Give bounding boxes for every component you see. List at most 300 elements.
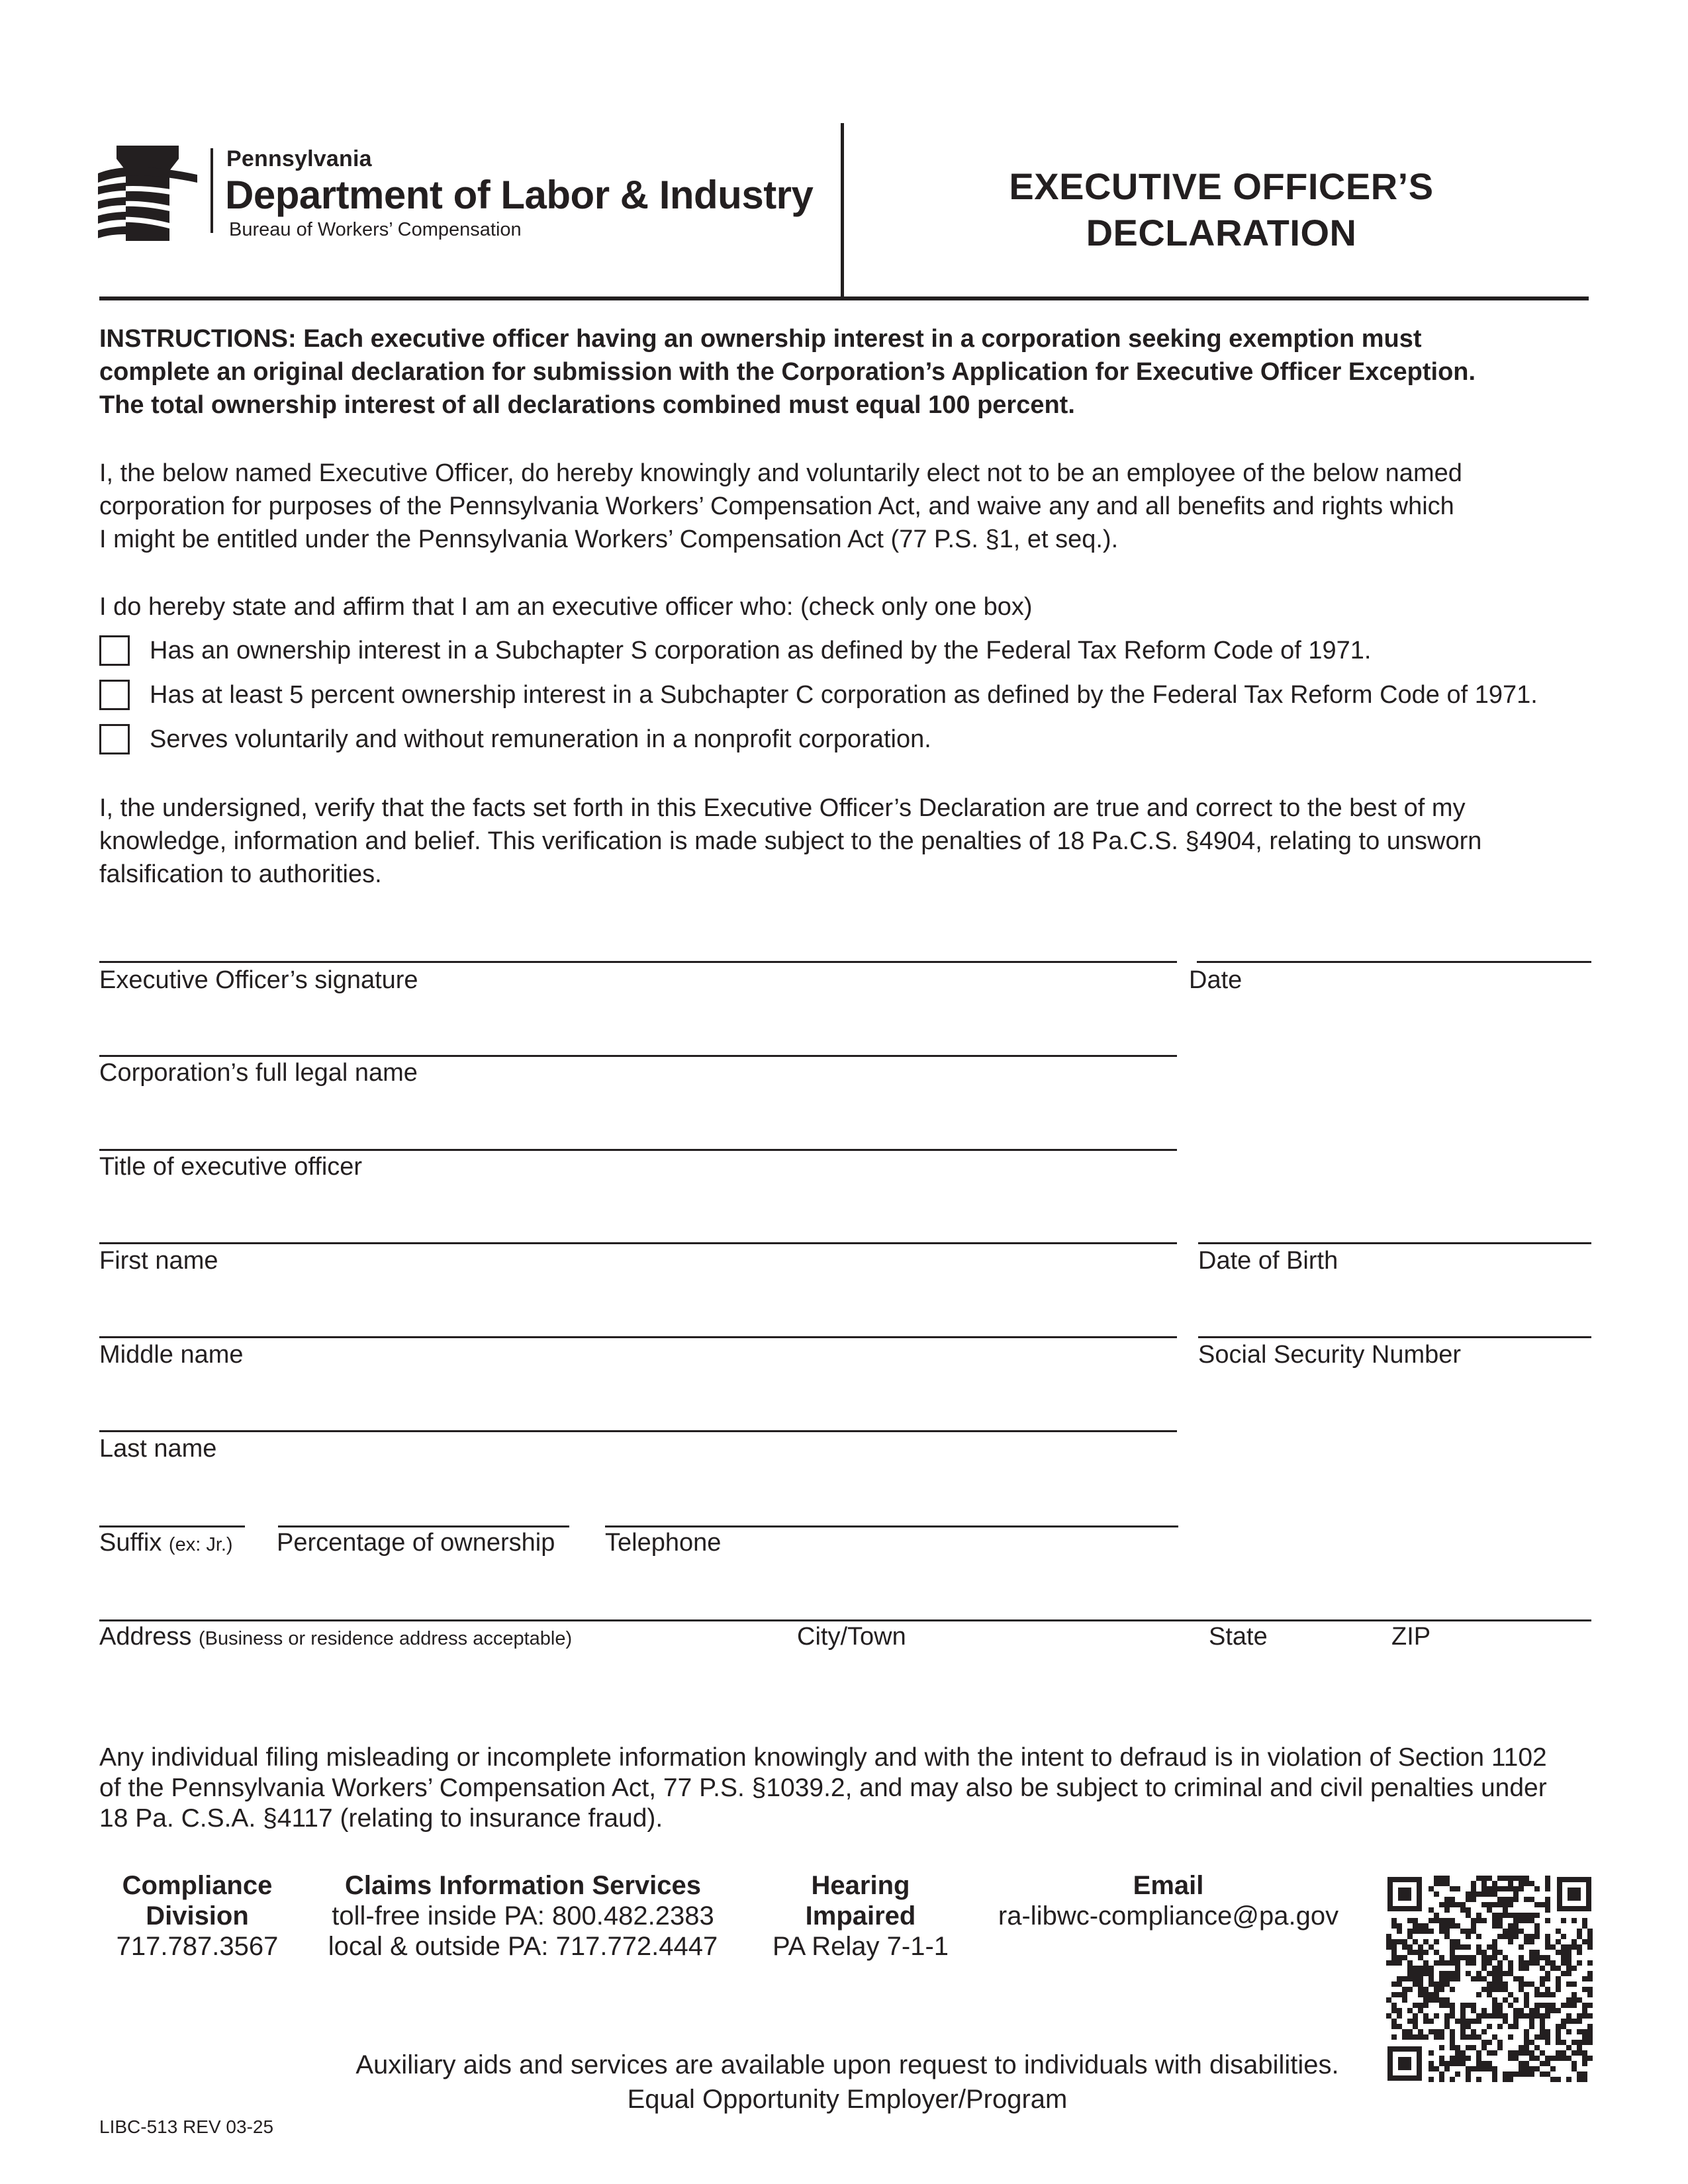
qr-module	[1497, 2008, 1503, 2013]
qr-module	[1481, 1950, 1487, 1955]
qr-module	[1556, 2008, 1561, 2013]
telephone-label: Telephone	[605, 1529, 722, 1557]
fraud-notice-line: Any individual filing misleading or incomplete information knowingly and with the intent to defraud is in violation of Section 1102	[99, 1743, 1547, 1772]
qr-module	[1439, 1918, 1444, 1923]
compliance-heading: Compliance	[122, 1871, 273, 1900]
qr-module	[1444, 2013, 1450, 2019]
qr-module	[1476, 1891, 1481, 1897]
qr-module	[1397, 2024, 1402, 2029]
qr-module	[1503, 1897, 1508, 1902]
qr-module	[1481, 1902, 1487, 1907]
qr-module	[1513, 2019, 1519, 2024]
qr-module	[1450, 2040, 1455, 2045]
qr-module	[1534, 1934, 1540, 1939]
qr-module	[1450, 1902, 1455, 1907]
qr-module	[1460, 2008, 1466, 2013]
qr-module	[1587, 1929, 1593, 1934]
qr-module	[1513, 1923, 1519, 1929]
qr-module	[1481, 2013, 1487, 2019]
qr-module	[1566, 1955, 1571, 1960]
qr-module	[1556, 1976, 1561, 1981]
qr-module	[1429, 1992, 1434, 1997]
qr-module	[1508, 1897, 1513, 1902]
qr-module	[1481, 2008, 1487, 2013]
qr-module	[1566, 2003, 1571, 2008]
qr-module	[1413, 2019, 1418, 2024]
checkbox-subchapter-s[interactable]	[99, 635, 130, 666]
qr-module	[1439, 1929, 1444, 1934]
qr-module	[1386, 1997, 1391, 2003]
qr-module	[1503, 2019, 1508, 2024]
qr-module	[1503, 1987, 1508, 1992]
qr-module	[1444, 1976, 1450, 1981]
qr-module	[1423, 2013, 1429, 2019]
verification-paragraph	[99, 792, 1595, 891]
qr-module	[1402, 1997, 1407, 2003]
qr-module	[1545, 2029, 1550, 2034]
qr-module	[1487, 1992, 1492, 1997]
qr-module	[1429, 2029, 1434, 2034]
qr-module	[1471, 1955, 1476, 1960]
qr-module	[1556, 1987, 1561, 1992]
qr-module	[1450, 1960, 1455, 1966]
qr-module	[1497, 1971, 1503, 1976]
qr-module	[1529, 1950, 1534, 1955]
qr-module	[1444, 2003, 1450, 2008]
qr-module	[1407, 2008, 1413, 2013]
qr-module	[1508, 1886, 1513, 1891]
qr-module	[1423, 2019, 1429, 2024]
qr-module	[1481, 1886, 1487, 1891]
qr-module	[1524, 2013, 1529, 2019]
qr-module	[1476, 1992, 1481, 1997]
qr-module	[1534, 1960, 1540, 1966]
qr-module	[1492, 1923, 1497, 1929]
signature-field[interactable]	[99, 961, 1177, 963]
middle-name-field[interactable]	[99, 1336, 1177, 1338]
qr-module	[1407, 1929, 1413, 1934]
qr-module	[1450, 1971, 1455, 1976]
qr-module	[1561, 2024, 1566, 2029]
qr-module	[1508, 1902, 1513, 1907]
qr-module	[1418, 1944, 1423, 1950]
qr-module	[1481, 1918, 1487, 1923]
qr-module	[1481, 1976, 1487, 1981]
keystone-logo-icon	[98, 144, 197, 241]
qr-module	[1508, 1913, 1513, 1918]
qr-module	[1540, 1955, 1545, 1960]
qr-module	[1455, 1923, 1460, 1929]
qr-module	[1402, 1976, 1407, 1981]
qr-module	[1492, 1955, 1497, 1960]
eeo-text: Equal Opportunity Employer/Program	[627, 2085, 1068, 2114]
suffix-field[interactable]	[99, 1525, 245, 1527]
qr-module	[1497, 2013, 1503, 2019]
qr-module	[1513, 1891, 1519, 1897]
suffix-note: (ex: Jr.)	[168, 1534, 233, 1555]
qr-module	[1471, 1923, 1476, 1929]
qr-module	[1508, 1971, 1513, 1976]
qr-module	[1550, 2003, 1556, 2008]
qr-module	[1577, 1997, 1582, 2003]
qr-module	[1524, 2034, 1529, 2040]
qr-module	[1587, 1944, 1593, 1950]
qr-module	[1582, 1976, 1587, 1981]
qr-module	[1455, 1971, 1460, 1976]
option-subchapter-s[interactable]	[99, 634, 1372, 667]
qr-module	[1492, 1966, 1497, 1971]
qr-module	[1513, 1934, 1519, 1939]
qr-module	[1413, 1976, 1418, 1981]
qr-module	[1497, 1902, 1503, 1907]
contact-claims	[311, 1870, 735, 1962]
qr-module	[1556, 1950, 1561, 1955]
checkbox-nonprofit[interactable]	[99, 724, 130, 754]
qr-module	[1540, 2034, 1545, 2040]
qr-module	[1529, 1881, 1534, 1886]
compliance-phone: 717.787.3567	[116, 1932, 279, 1961]
qr-module	[1519, 2008, 1524, 2013]
qr-module	[1545, 1955, 1550, 1960]
qr-module	[1519, 1976, 1524, 1981]
qr-module	[1497, 2003, 1503, 2008]
qr-module	[1413, 2024, 1418, 2029]
qr-module	[1492, 1913, 1497, 1918]
qr-module	[1455, 1886, 1460, 1891]
qr-module	[1487, 2013, 1492, 2019]
qr-module	[1503, 1971, 1508, 1976]
verification-line: knowledge, information and belief. This verification is made subject to the penalties of 18 Pa.C.S. §4904, relating to unsworn	[99, 827, 1482, 855]
qr-module	[1471, 2008, 1476, 2013]
qr-module	[1545, 1907, 1550, 1913]
qr-module	[1466, 1897, 1471, 1902]
qr-module	[1439, 2029, 1444, 2034]
telephone-field[interactable]	[605, 1525, 1178, 1527]
qr-module	[1534, 2013, 1540, 2019]
qr-module	[1423, 1987, 1429, 1992]
qr-module	[1418, 2003, 1423, 2008]
qr-module	[1577, 1950, 1582, 1955]
qr-module	[1508, 2003, 1513, 2008]
address-label	[99, 1623, 572, 1651]
qr-module	[1556, 1966, 1561, 1971]
address-field[interactable]	[99, 1619, 1591, 1621]
qr-module	[1413, 2003, 1418, 2008]
qr-module	[1418, 1923, 1423, 1929]
qr-module	[1524, 1934, 1529, 1939]
qr-module	[1439, 1923, 1444, 1929]
qr-module	[1492, 1902, 1497, 1907]
qr-module	[1397, 1992, 1402, 1997]
qr-module	[1476, 2013, 1481, 2019]
qr-module	[1407, 1966, 1413, 1971]
qr-module	[1413, 2034, 1418, 2040]
hearing-heading: Hearing	[811, 1871, 910, 1900]
qr-module	[1455, 1944, 1460, 1950]
qr-module	[1492, 1886, 1497, 1891]
qr-module	[1466, 2034, 1471, 2040]
qr-module	[1391, 2019, 1397, 2024]
qr-module	[1519, 1886, 1524, 1891]
qr-module	[1513, 1886, 1519, 1891]
qr-module	[1492, 1981, 1497, 1987]
qr-module	[1577, 1934, 1582, 1939]
qr-module	[1471, 1891, 1476, 1897]
qr-module	[1534, 2008, 1540, 2013]
qr-module	[1519, 1944, 1524, 1950]
qr-module	[1487, 1944, 1492, 1950]
qr-module	[1519, 1918, 1524, 1923]
qr-module	[1434, 2013, 1439, 2019]
qr-module	[1545, 2040, 1550, 2045]
qr-module	[1391, 1923, 1397, 1929]
qr-module	[1471, 2019, 1476, 2024]
qr-module	[1429, 1981, 1434, 1987]
qr-module	[1391, 1955, 1397, 1960]
qr-module	[1582, 2008, 1587, 2013]
state-label: State	[1209, 1623, 1268, 1651]
qr-module	[1439, 1876, 1444, 1881]
qr-module	[1561, 1944, 1566, 1950]
qr-module	[1450, 1918, 1455, 1923]
email-heading: Email	[1133, 1871, 1204, 1900]
qr-module	[1582, 1987, 1587, 1992]
qr-module	[1513, 1929, 1519, 1934]
qr-module	[1571, 1918, 1577, 1923]
qr-module	[1444, 2024, 1450, 2029]
first-name-label: First name	[99, 1247, 218, 1275]
qr-module	[1577, 2029, 1582, 2034]
qr-module	[1561, 2003, 1566, 2008]
qr-module	[1513, 2013, 1519, 2019]
qr-module	[1450, 1944, 1455, 1950]
qr-module	[1391, 1918, 1397, 1923]
qr-module	[1402, 1955, 1407, 1960]
qr-module	[1582, 1939, 1587, 1944]
qr-module	[1534, 1950, 1540, 1955]
qr-module	[1513, 1976, 1519, 1981]
qr-module	[1534, 1886, 1540, 1891]
qr-module	[1497, 1897, 1503, 1902]
qr-module	[1556, 1929, 1561, 1934]
qr-module	[1455, 2019, 1460, 2024]
qr-module	[1529, 1918, 1534, 1923]
qr-module	[1391, 2034, 1397, 2040]
qr-module	[1386, 1934, 1391, 1939]
qr-module	[1561, 2040, 1566, 2045]
qr-module	[1540, 1981, 1545, 1987]
qr-module	[1508, 2034, 1513, 2040]
qr-module	[1519, 1876, 1524, 1881]
qr-module	[1503, 1913, 1508, 1918]
corporation-name-label: Corporation’s full legal name	[99, 1059, 418, 1087]
qr-module	[1434, 1950, 1439, 1955]
qr-module	[1487, 2024, 1492, 2029]
qr-module	[1534, 1923, 1540, 1929]
qr-module	[1439, 1971, 1444, 1976]
qr-module	[1503, 1934, 1508, 1939]
qr-module	[1487, 1876, 1492, 1881]
qr-module	[1534, 1987, 1540, 1992]
qr-module	[1402, 2029, 1407, 2034]
qr-module	[1418, 1971, 1423, 1976]
qr-module	[1413, 1971, 1418, 1976]
corporation-name-field[interactable]	[99, 1055, 1177, 1057]
qr-module	[1513, 2008, 1519, 2013]
qr-module	[1423, 2034, 1429, 2040]
qr-module	[1529, 1934, 1534, 1939]
qr-module	[1577, 2040, 1582, 2045]
qr-module	[1571, 2019, 1577, 2024]
qr-module	[1577, 1960, 1582, 1966]
qr-module	[1450, 1939, 1455, 1944]
qr-module	[1423, 1992, 1429, 1997]
qr-module	[1529, 1981, 1534, 1987]
address-text: Address	[99, 1623, 192, 1651]
qr-module	[1524, 1881, 1529, 1886]
qr-module	[1508, 1923, 1513, 1929]
qr-module	[1582, 1918, 1587, 1923]
qr-module	[1455, 1955, 1460, 1960]
qr-module	[1529, 1939, 1534, 1944]
ssn-field[interactable]	[1198, 1336, 1591, 1338]
qr-module	[1566, 1950, 1571, 1955]
qr-module	[1444, 1881, 1450, 1886]
qr-module	[1444, 1902, 1450, 1907]
qr-module	[1556, 2029, 1561, 2034]
qr-module	[1571, 1939, 1577, 1944]
qr-module	[1476, 1876, 1481, 1881]
qr-module	[1418, 2008, 1423, 2013]
qr-module	[1497, 1981, 1503, 1987]
qr-module	[1434, 1939, 1439, 1944]
qr-module	[1466, 1960, 1471, 1966]
qr-module	[1577, 1929, 1582, 1934]
qr-module	[1407, 2034, 1413, 2040]
qr-module	[1444, 1934, 1450, 1939]
qr-module	[1460, 2013, 1466, 2019]
qr-module	[1460, 1955, 1466, 1960]
date-field[interactable]	[1197, 961, 1591, 963]
option-subchapter-c[interactable]	[99, 678, 1538, 711]
qr-module	[1450, 1886, 1455, 1891]
qr-module	[1402, 1939, 1407, 1944]
contact-email	[980, 1870, 1357, 1931]
qr-module	[1407, 1934, 1413, 1939]
qr-module	[1492, 1918, 1497, 1923]
qr-module	[1444, 1960, 1450, 1966]
qr-module	[1556, 1981, 1561, 1987]
percentage-field[interactable]	[278, 1525, 569, 1527]
qr-module	[1571, 1981, 1577, 1987]
qr-module	[1571, 1944, 1577, 1950]
qr-module	[1529, 2019, 1534, 2024]
qr-module	[1423, 1966, 1429, 1971]
qr-module	[1429, 1886, 1434, 1891]
qr-module	[1550, 2008, 1556, 2013]
qr-module	[1545, 2003, 1550, 2008]
last-name-label: Last name	[99, 1435, 217, 1463]
qr-module	[1460, 2003, 1466, 2008]
qr-module	[1455, 1939, 1460, 1944]
qr-module	[1492, 2008, 1497, 2013]
qr-module	[1524, 1981, 1529, 1987]
first-name-field[interactable]	[99, 1242, 1177, 1244]
qr-module	[1413, 1929, 1418, 1934]
qr-module	[1545, 1939, 1550, 1944]
qr-module	[1503, 2013, 1508, 2019]
qr-module	[1556, 1939, 1561, 1944]
qr-module	[1540, 2019, 1545, 2024]
qr-module	[1571, 1966, 1577, 1971]
qr-module	[1418, 1987, 1423, 1992]
email-address[interactable]: ra-libwc-compliance@pa.gov	[998, 1901, 1339, 1931]
qr-module	[1466, 2019, 1471, 2024]
percentage-label: Percentage of ownership	[277, 1529, 555, 1557]
qr-module	[1429, 1971, 1434, 1976]
brand-department: Department of Labor & Industry	[225, 173, 814, 217]
checkbox-subchapter-c[interactable]	[99, 680, 130, 710]
form-title	[887, 163, 1556, 256]
qr-module	[1397, 1960, 1402, 1966]
qr-module	[1444, 1923, 1450, 1929]
qr-module	[1481, 1955, 1487, 1960]
qr-module	[1471, 1918, 1476, 1923]
officer-title-field[interactable]	[99, 1149, 1177, 1151]
qr-module	[1497, 2040, 1503, 2045]
qr-module	[1450, 1950, 1455, 1955]
qr-module	[1476, 1934, 1481, 1939]
qr-module	[1418, 1976, 1423, 1981]
qr-module	[1466, 2003, 1471, 2008]
qr-module	[1481, 2029, 1487, 2034]
instructions	[99, 322, 1595, 422]
qr-module	[1413, 1981, 1418, 1987]
qr-module	[1492, 2013, 1497, 2019]
qr-module	[1450, 1976, 1455, 1981]
qr-module	[1471, 1960, 1476, 1966]
qr-module	[1545, 1987, 1550, 1992]
qr-module	[1481, 2040, 1487, 2045]
qr-module	[1587, 2003, 1593, 2008]
election-line: corporation for purposes of the Pennsylvania Workers’ Compensation Act, and waive any and all benefits and rights which	[99, 492, 1454, 520]
qr-module	[1455, 1902, 1460, 1907]
qr-module	[1471, 1881, 1476, 1886]
qr-module	[1519, 2013, 1524, 2019]
qr-module	[1540, 1966, 1545, 1971]
qr-module	[1540, 2013, 1545, 2019]
qr-module	[1550, 1944, 1556, 1950]
option-nonprofit[interactable]	[99, 723, 931, 756]
qr-module	[1476, 1976, 1481, 1981]
qr-module	[1466, 1891, 1471, 1897]
qr-module	[1444, 1876, 1450, 1881]
compliance-heading: Division	[146, 1901, 249, 1931]
qr-module	[1519, 1929, 1524, 1934]
qr-module	[1497, 2024, 1503, 2029]
qr-module	[1418, 2034, 1423, 2040]
last-name-field[interactable]	[99, 1430, 1177, 1432]
qr-module	[1566, 1997, 1571, 2003]
qr-module	[1587, 1987, 1593, 1992]
qr-module	[1434, 1997, 1439, 2003]
qr-module	[1513, 1913, 1519, 1918]
qr-module	[1407, 2019, 1413, 2024]
qr-module	[1587, 1976, 1593, 1981]
qr-module	[1534, 1902, 1540, 1907]
qr-module	[1444, 1907, 1450, 1913]
date-of-birth-field[interactable]	[1198, 1242, 1591, 1244]
